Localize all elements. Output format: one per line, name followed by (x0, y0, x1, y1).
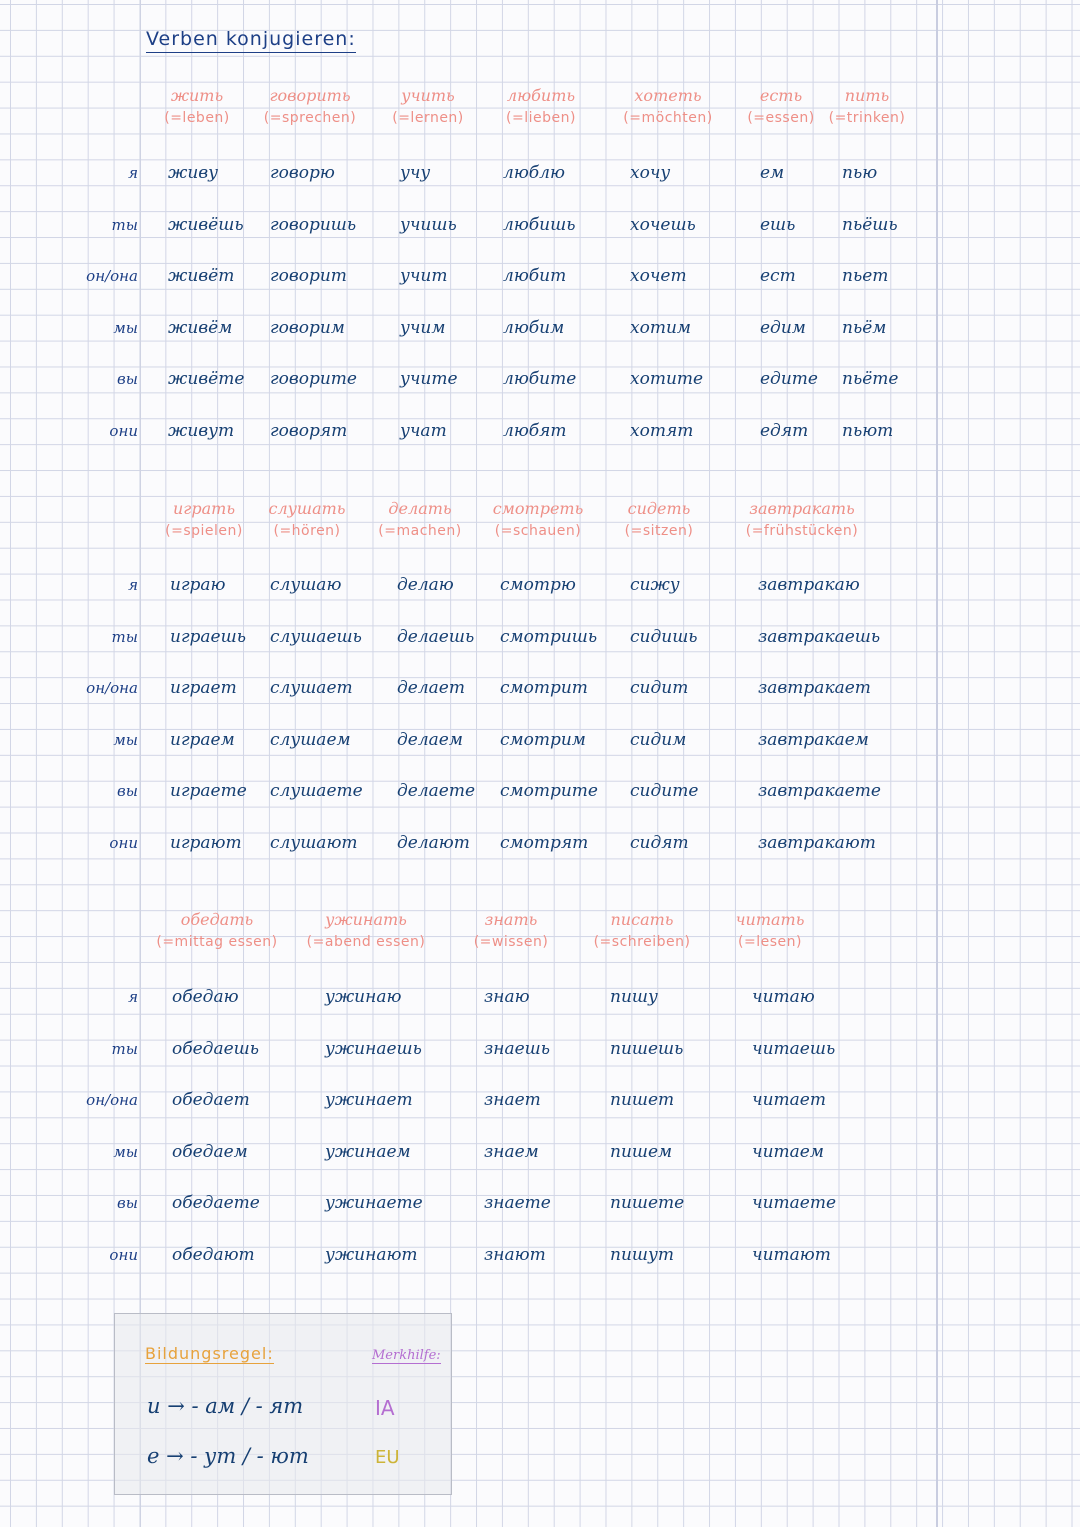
conjugated-form: слушаю (270, 575, 342, 595)
conjugated-form: пишете (610, 1193, 685, 1214)
conjugated-form: хотите (630, 369, 704, 390)
conjugated-form: слушаете (270, 781, 363, 802)
conjugated-form: читает (752, 1090, 826, 1111)
hint-value-1: IA (375, 1396, 395, 1420)
conjugated-form: завтракает (758, 678, 871, 699)
conjugated-form: знаю (484, 987, 530, 1007)
verb-translation: (=schauen) (494, 523, 582, 539)
rule-heading: Bildungsregel: (145, 1344, 274, 1363)
conjugated-form: делают (397, 833, 470, 853)
conjugated-form: любим (503, 317, 565, 338)
verb-infinitive: хотеть (634, 86, 702, 105)
conjugated-form: пьют (842, 421, 894, 441)
conjugated-form: пьёте (842, 369, 899, 390)
conjugated-form: делаете (397, 781, 476, 802)
pronoun-label: ты (111, 215, 138, 234)
verb-infinitive: писать (610, 910, 674, 929)
verb-translation: (=trinken) (828, 110, 906, 126)
verb-translation: (=abend essen) (306, 934, 426, 950)
verb-translation: (=lieben) (506, 110, 576, 126)
conjugated-form: играем (170, 729, 235, 750)
conjugated-form: ужинаете (325, 1193, 423, 1214)
conjugated-form: говорю (270, 163, 335, 183)
hint-heading: Merkhilfe: (372, 1348, 441, 1363)
conjugated-form: люблю (503, 163, 565, 183)
conjugated-form: живёте (168, 369, 245, 390)
conjugated-form: знаете (484, 1193, 551, 1214)
verb-infinitive: читать (735, 910, 805, 929)
conjugated-form: знает (484, 1090, 541, 1111)
page-title: Verben konjugieren: (146, 28, 356, 53)
conjugated-form: обедаете (172, 1193, 260, 1214)
conjugated-form: слушаем (270, 729, 351, 750)
verb-infinitive: знать (484, 910, 538, 929)
verb-translation: (=spielen) (165, 523, 243, 539)
conjugated-form: смотрите (500, 781, 598, 802)
verb-translation: (=essen) (747, 110, 815, 126)
conjugated-form: ужинают (325, 1245, 418, 1265)
conjugated-form: смотрю (500, 575, 576, 595)
verb-infinitive: смотреть (492, 499, 584, 518)
conjugated-form: любят (503, 421, 567, 441)
conjugated-form: говорите (270, 369, 357, 390)
conjugated-form: слушают (270, 833, 358, 853)
conjugated-form: играют (170, 833, 242, 853)
conjugated-form: знают (484, 1245, 546, 1265)
conjugated-form: пишу (610, 987, 658, 1007)
conjugated-form: любишь (503, 214, 576, 235)
conjugated-form: смотрит (500, 678, 588, 699)
conjugated-form: учим (400, 317, 446, 338)
conjugated-form: обедает (172, 1090, 250, 1111)
verb-translation: (=wissen) (473, 934, 549, 950)
verb-infinitive: делать (388, 499, 452, 518)
conjugated-form: ужинает (325, 1090, 413, 1111)
conjugated-form: знаешь (484, 1038, 551, 1059)
verb-translation: (=frühstücken) (745, 523, 859, 539)
conjugated-form: учу (400, 163, 431, 183)
conjugated-form: хочу (630, 163, 671, 183)
conjugated-form: говорят (270, 421, 348, 441)
conjugated-form: читаете (752, 1193, 837, 1214)
conjugated-form: ест (760, 266, 796, 287)
conjugated-form: говорим (270, 317, 345, 338)
conjugated-form: говорит (270, 266, 347, 287)
verb-infinitive: говорить (269, 86, 351, 105)
pronoun-label: я (128, 164, 138, 182)
pronoun-label: вы (117, 1194, 138, 1213)
conjugated-form: завтракают (758, 833, 876, 853)
conjugated-form: едят (760, 421, 809, 441)
verb-infinitive: завтракать (749, 499, 855, 518)
conjugated-form: слушает (270, 678, 353, 699)
conjugated-form: хочет (630, 266, 687, 287)
conjugated-form: делаешь (397, 626, 475, 647)
pronoun-label: ты (111, 1039, 138, 1058)
conjugated-form: играете (170, 781, 247, 802)
conjugated-form: знаем (484, 1141, 539, 1162)
verb-infinitive: ужинать (325, 910, 407, 929)
verb-infinitive: сидеть (627, 499, 691, 518)
conjugated-form: сидит (630, 678, 689, 699)
conjugated-form: смотришь (500, 626, 598, 647)
conjugated-form: любит (503, 266, 567, 287)
verb-translation: (=hören) (273, 523, 341, 539)
conjugated-form: сидим (630, 729, 687, 750)
conjugated-form: играю (170, 575, 226, 595)
conjugated-form: живёт (168, 266, 235, 287)
verb-translation: (=möchten) (623, 110, 713, 126)
conjugated-form: пьёшь (842, 214, 898, 235)
verb-infinitive: учить (401, 86, 455, 105)
conjugated-form: говоришь (270, 214, 357, 235)
conjugated-form: играешь (170, 626, 246, 647)
verb-infinitive: любить (506, 86, 576, 105)
conjugated-form: завтракаешь (758, 626, 881, 647)
conjugated-form: сижу (630, 575, 680, 595)
conjugated-form: ешь (760, 214, 796, 235)
conjugated-form: делаю (397, 575, 454, 595)
verb-infinitive: слушать (268, 499, 346, 518)
conjugated-form: едите (760, 369, 818, 390)
pronoun-label: он/она (86, 1091, 138, 1110)
verb-infinitive: есть (759, 86, 803, 105)
conjugated-form: делаем (397, 729, 463, 750)
conjugated-form: читаю (752, 987, 815, 1007)
conjugated-form: сидишь (630, 626, 698, 647)
pronoun-label: они (109, 1246, 138, 1264)
verb-infinitive: пить (844, 86, 890, 105)
verb-translation: (=leben) (164, 110, 230, 126)
conjugated-form: сидят (630, 833, 689, 853)
conjugated-form: читаем (752, 1141, 824, 1162)
conjugated-form: обедаем (172, 1141, 248, 1162)
pronoun-label: я (128, 988, 138, 1006)
hint-value-2: EU (375, 1447, 400, 1468)
conjugated-form: ужинаю (325, 987, 402, 1007)
rule-box (114, 1313, 452, 1495)
pronoun-label: он/она (86, 267, 138, 286)
conjugated-form: учишь (400, 214, 457, 235)
verb-infinitive: играть (172, 499, 236, 518)
conjugated-form: читают (752, 1245, 831, 1265)
conjugated-form: живёшь (168, 214, 244, 235)
verb-translation: (=schreiben) (593, 934, 691, 950)
conjugated-form: хочешь (630, 214, 696, 235)
conjugated-form: пишешь (610, 1038, 684, 1059)
conjugated-form: ужинаем (325, 1141, 411, 1162)
conjugated-form: обедаю (172, 987, 239, 1007)
pronoun-label: мы (113, 318, 138, 337)
conjugated-form: ужинаешь (325, 1038, 422, 1059)
conjugated-form: обедают (172, 1245, 255, 1265)
conjugated-form: пьём (842, 317, 887, 338)
conjugated-form: хотят (630, 421, 694, 441)
verb-translation: (=mittag essen) (156, 934, 278, 950)
pronoun-label: мы (113, 1142, 138, 1161)
verb-infinitive: жить (170, 86, 224, 105)
notebook-left-line (140, 0, 141, 1527)
conjugated-form: учат (400, 421, 447, 441)
conjugated-form: живут (168, 421, 235, 441)
conjugated-form: хотим (630, 317, 691, 338)
conjugated-form: учите (400, 369, 458, 390)
conjugated-form: любите (503, 369, 577, 390)
conjugated-form: пью (842, 163, 878, 183)
verb-translation: (=lesen) (738, 934, 802, 950)
pronoun-label: вы (117, 370, 138, 389)
conjugated-form: обедаешь (172, 1038, 260, 1059)
verb-translation: (=machen) (378, 523, 462, 539)
pronoun-label: они (109, 834, 138, 852)
notebook-margin-line (936, 0, 938, 1527)
conjugated-form: слушаешь (270, 626, 362, 647)
verb-translation: (=lernen) (392, 110, 464, 126)
conjugated-form: смотрим (500, 729, 586, 750)
pronoun-label: я (128, 576, 138, 594)
pronoun-label: мы (113, 730, 138, 749)
conjugated-form: читаешь (752, 1038, 836, 1059)
rule-line-1: и → - ам / - ят (147, 1394, 304, 1418)
conjugated-form: делает (397, 678, 465, 699)
conjugated-form: смотрят (500, 833, 589, 853)
pronoun-label: ты (111, 627, 138, 646)
conjugated-form: живём (168, 317, 233, 338)
conjugated-form: пьет (842, 266, 889, 287)
pronoun-label: вы (117, 782, 138, 801)
pronoun-label: они (109, 422, 138, 440)
conjugated-form: играет (170, 678, 237, 699)
conjugated-form: пишут (610, 1245, 674, 1265)
verb-translation: (=sprechen) (263, 110, 357, 126)
conjugated-form: учит (400, 266, 448, 287)
conjugated-form: завтракаю (758, 575, 860, 595)
conjugated-form: пишет (610, 1090, 675, 1111)
rule-line-2: е → - ут / - ют (147, 1444, 309, 1468)
conjugated-form: пишем (610, 1141, 673, 1162)
verb-infinitive: обедать (180, 910, 254, 929)
conjugated-form: завтракаем (758, 729, 869, 750)
conjugated-form: живу (168, 163, 219, 183)
conjugated-form: едим (760, 317, 806, 338)
conjugated-form: завтракаете (758, 781, 881, 802)
conjugated-form: сидите (630, 781, 699, 802)
conjugated-form: ем (760, 163, 785, 183)
verb-translation: (=sitzen) (624, 523, 694, 539)
pronoun-label: он/она (86, 679, 138, 698)
